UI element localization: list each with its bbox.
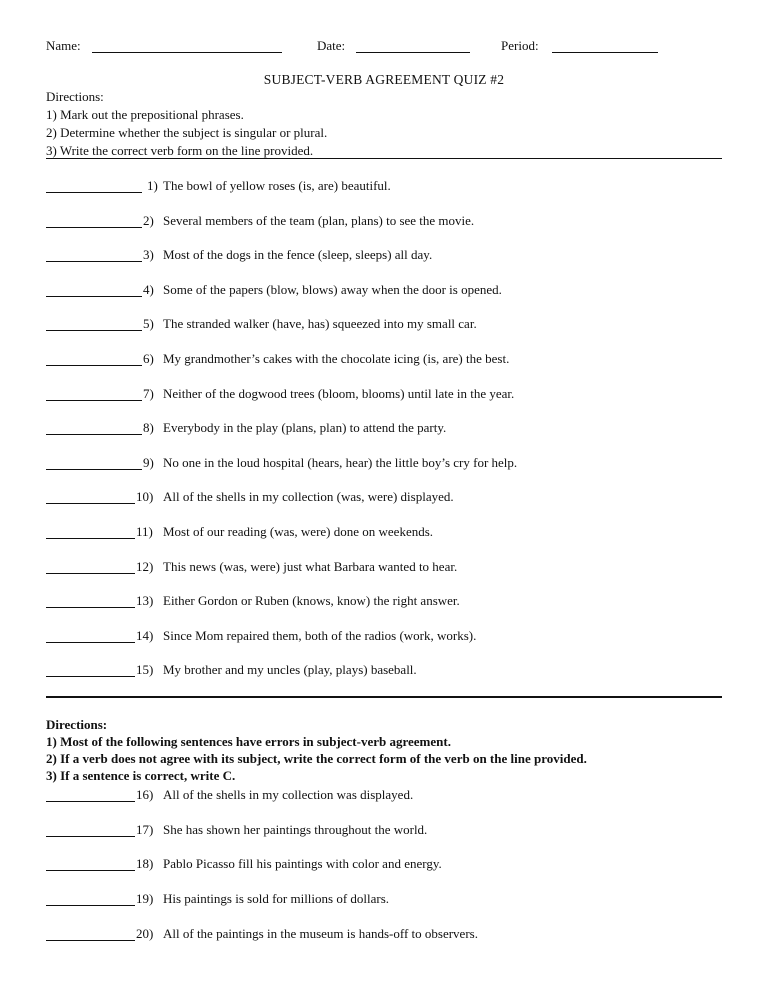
question-text: Most of the dogs in the fence (sleep, sleeps) all day.: [163, 247, 433, 263]
direction-item: 3) If a sentence is correct, write C.: [46, 768, 236, 783]
period-field[interactable]: [552, 52, 658, 53]
answer-blank[interactable]: [46, 905, 135, 906]
question-text: She has shown her paintings throughout the world.: [163, 821, 428, 837]
question-number: 10): [136, 489, 154, 505]
question-number: 1): [147, 178, 158, 193]
answer-blank[interactable]: [46, 434, 142, 435]
question-number: 7): [143, 385, 154, 401]
direction-item: 1) Most of the following sentences have errors in subject-verb agreement.: [46, 734, 451, 749]
name-field[interactable]: [92, 52, 282, 53]
directions-heading: Directions:: [46, 717, 108, 732]
answer-blank[interactable]: [46, 801, 135, 802]
answer-blank[interactable]: [46, 642, 135, 643]
answer-blank[interactable]: [46, 365, 142, 366]
question-number: 16): [136, 787, 154, 802]
direction-item: 2) If a verb does not agree with its subject, write the correct form of the verb on the line provided.: [46, 751, 587, 766]
question-text: Everybody in the play (plans, plan) to attend the party.: [163, 420, 447, 436]
answer-blank[interactable]: [46, 538, 135, 539]
answer-blank[interactable]: [46, 192, 142, 193]
direction-item: 3) Write the correct verb form on the line provided.: [46, 143, 314, 158]
question-number: 12): [136, 558, 154, 574]
directions-block-2: [46, 717, 587, 784]
question-text: This news (was, were) just what Barbara wanted to hear.: [163, 558, 458, 574]
question-text: Since Mom repaired them, both of the radios (work, works).: [163, 627, 477, 643]
answer-blank[interactable]: [46, 607, 135, 608]
question-number: 14): [136, 627, 154, 643]
question-text: My grandmother’s cakes with the chocolate icing (is, are) the best.: [163, 351, 510, 366]
question-number: 9): [143, 454, 154, 470]
question-text: Neither of the dogwood trees (bloom, blooms) until late in the year.: [163, 385, 515, 401]
question-text: My brother and my uncles (play, plays) baseball.: [163, 662, 417, 678]
question-text: All of the shells in my collection was displayed.: [163, 787, 414, 802]
answer-blank[interactable]: [46, 261, 142, 262]
question-number: 11): [136, 524, 153, 539]
question-number: 5): [143, 316, 154, 332]
answer-blank[interactable]: [46, 836, 135, 837]
answer-blank[interactable]: [46, 940, 135, 941]
page-title: SUBJECT-VERB AGREEMENT QUIZ #2: [263, 72, 505, 87]
question-text: The stranded walker (have, has) squeezed into my small car.: [163, 316, 477, 332]
period-label: Period:: [501, 38, 539, 53]
answer-blank[interactable]: [46, 469, 142, 470]
name-label: Name:: [46, 38, 81, 53]
question-number: 4): [143, 281, 154, 297]
answer-blank[interactable]: [46, 330, 142, 331]
question-text: Most of our reading (was, were) done on weekends.: [163, 524, 434, 539]
question-text: His paintings is sold for millions of dollars.: [163, 891, 390, 907]
date-field[interactable]: [356, 52, 470, 53]
answer-blank[interactable]: [46, 573, 135, 574]
answer-blank[interactable]: [46, 503, 135, 504]
question-text: Some of the papers (blow, blows) away when the door is opened.: [163, 281, 502, 297]
question-text: No one in the loud hospital (hears, hear) the little boy’s cry for help.: [163, 454, 518, 470]
question-text: All of the shells in my collection (was, were) displayed.: [163, 489, 454, 505]
question-number: 3): [143, 247, 154, 263]
question-number: 8): [143, 420, 154, 436]
answer-blank[interactable]: [46, 870, 135, 871]
question-number: 17): [136, 821, 154, 837]
question-text: The bowl of yellow roses (is, are) beautiful.: [163, 178, 391, 193]
question-number: 13): [136, 593, 154, 609]
direction-item: 2) Determine whether the subject is singular or plural.: [46, 125, 328, 140]
question-number: 6): [143, 351, 154, 366]
answer-blank[interactable]: [46, 296, 142, 297]
question-number: 2): [143, 212, 154, 228]
answer-blank[interactable]: [46, 400, 142, 401]
divider: [46, 158, 722, 159]
answer-blank[interactable]: [46, 227, 142, 228]
directions-heading: Directions:: [46, 89, 104, 104]
date-label: Date:: [317, 38, 346, 53]
section-divider: [46, 696, 722, 698]
question-text: All of the paintings in the museum is hands-off to observers.: [163, 925, 478, 941]
question-number: 15): [136, 662, 154, 678]
answer-blank[interactable]: [46, 676, 135, 677]
question-number: 20): [136, 925, 154, 941]
question-text: Several members of the team (plan, plans) to see the movie.: [163, 212, 475, 228]
question-text: Pablo Picasso fill his paintings with color and energy.: [163, 856, 442, 872]
question-text: Either Gordon or Ruben (knows, know) the right answer.: [163, 593, 460, 609]
question-number: 19): [136, 891, 154, 907]
question-number: 18): [136, 856, 154, 872]
directions-block-1: [46, 89, 327, 159]
direction-item: 1) Mark out the prepositional phrases.: [46, 107, 244, 122]
